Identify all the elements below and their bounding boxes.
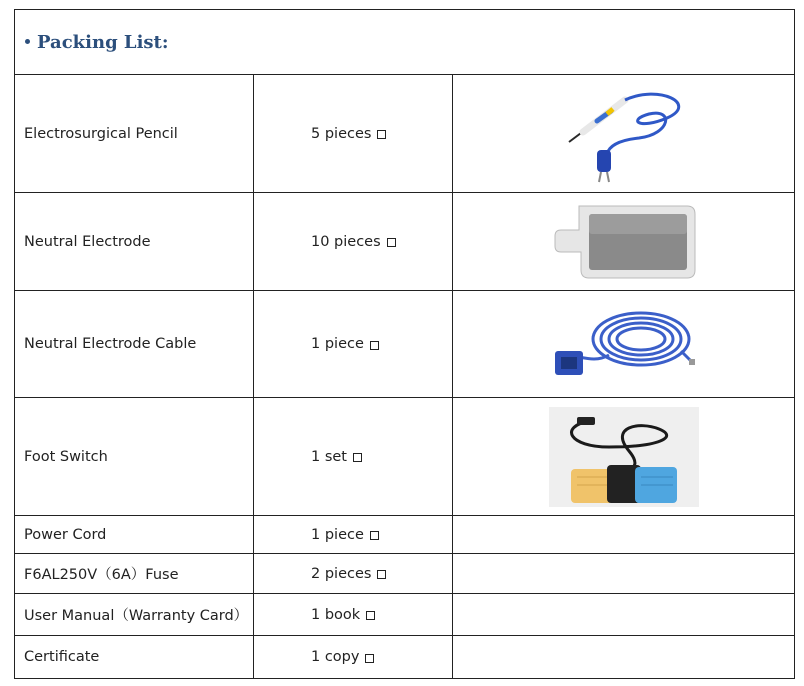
bullet-icon: [25, 39, 30, 44]
table-row: [15, 75, 794, 193]
item-quantity: 1 book: [254, 594, 453, 635]
item-quantity: 1 piece: [254, 516, 453, 553]
checkbox-icon: [370, 341, 379, 350]
item-image: [453, 75, 794, 192]
item-quantity: 1 piece: [254, 291, 453, 397]
table-row: [15, 516, 794, 554]
table-row: [15, 193, 794, 291]
item-image: [453, 193, 794, 290]
item-name: Foot Switch: [15, 398, 254, 515]
table-row: [15, 636, 794, 678]
item-image: [453, 554, 794, 593]
item-image: [453, 516, 794, 553]
checkbox-icon: [370, 531, 379, 540]
checkbox-icon: [387, 238, 396, 247]
item-name: F6AL250V（6A）Fuse: [15, 554, 254, 593]
item-name: Certificate: [15, 636, 254, 678]
packing-list-title: Packing List:: [25, 32, 169, 53]
item-quantity: 5 pieces: [254, 75, 453, 192]
table-row: [15, 398, 794, 516]
item-image: [453, 594, 794, 635]
item-quantity: 1 copy: [254, 636, 453, 678]
item-name: Neutral Electrode: [15, 193, 254, 290]
item-name: User Manual（Warranty Card）: [15, 594, 254, 635]
item-name: Electrosurgical Pencil: [15, 75, 254, 192]
electrosurgical-pencil-photo: [549, 84, 699, 184]
table-row: [15, 554, 794, 594]
checkbox-icon: [366, 611, 375, 620]
checkbox-icon: [377, 130, 386, 139]
checkbox-icon: [377, 570, 386, 579]
foot-switch-photo: [549, 407, 699, 507]
item-image: [453, 636, 794, 678]
neutral-electrode-cable-photo: [549, 299, 699, 389]
table-row: [15, 594, 794, 636]
item-name: Neutral Electrode Cable: [15, 291, 254, 397]
item-image: [453, 398, 794, 515]
checkbox-icon: [365, 654, 374, 663]
packing-list-header: [15, 10, 794, 75]
packing-list-table: [14, 9, 795, 679]
item-name: Power Cord: [15, 516, 254, 553]
item-quantity: 2 pieces: [254, 554, 453, 593]
table-row: [15, 291, 794, 398]
item-quantity: 1 set: [254, 398, 453, 515]
checkbox-icon: [353, 453, 362, 462]
item-image: [453, 291, 794, 397]
item-quantity: 10 pieces: [254, 193, 453, 290]
neutral-electrode-photo: [549, 202, 699, 282]
